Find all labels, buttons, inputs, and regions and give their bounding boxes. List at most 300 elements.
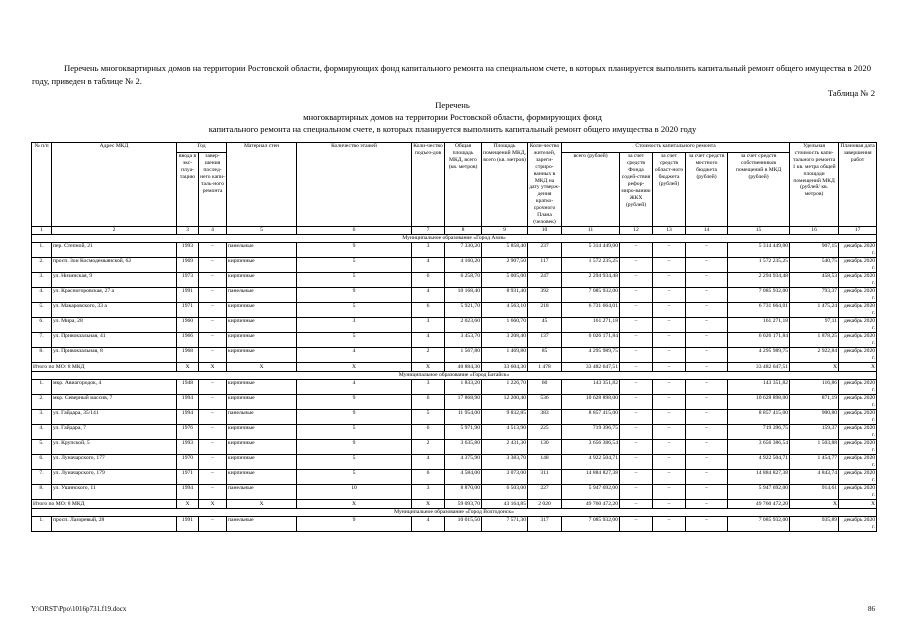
table-cell: 7 571,30 bbox=[482, 516, 528, 531]
table-cell: 1 503,88 bbox=[790, 439, 839, 454]
table-cell: 1968 bbox=[177, 347, 199, 362]
table-cell: 247 bbox=[528, 272, 562, 287]
table-cell: 1993 bbox=[177, 242, 199, 257]
table-cell: ул. Гайдара, 35/141 bbox=[52, 409, 177, 424]
table-cell: – bbox=[620, 439, 653, 454]
table-cell: 1 226,70 bbox=[482, 379, 528, 394]
table-cell: – bbox=[620, 424, 653, 439]
table-row bbox=[32, 302, 877, 317]
table-row bbox=[32, 317, 877, 332]
table-cell: – bbox=[686, 379, 728, 394]
page-number: 86 bbox=[868, 605, 875, 613]
table-cell: мкр. Северный массив, 7 bbox=[52, 394, 177, 409]
table-cell: 7 085 932,00 bbox=[728, 287, 790, 302]
table-cell: – bbox=[199, 287, 227, 302]
table-cell: 4 922 504,71 bbox=[728, 454, 790, 469]
table-cell: кирпичные bbox=[227, 272, 297, 287]
table-cell: 10 015,50 bbox=[445, 516, 482, 531]
table-cell: кирпичные bbox=[227, 347, 297, 362]
table-cell: 3 656 386,54 bbox=[728, 439, 790, 454]
table-cell: – bbox=[653, 409, 686, 424]
total-cell: 2 020 bbox=[528, 499, 562, 508]
total-cell: – bbox=[620, 362, 653, 371]
column-number-cell: 9 bbox=[482, 226, 528, 234]
table-cell: 5 005,00 bbox=[482, 272, 528, 287]
table-cell: 1 567,80 bbox=[445, 347, 482, 362]
header-floors: Количество этажей bbox=[297, 143, 412, 227]
table-cell: ул. Красногоровская, 27 а bbox=[52, 287, 177, 302]
table-cell: 1. bbox=[32, 379, 52, 394]
total-cell: X bbox=[199, 499, 227, 508]
table-cell: 1976 bbox=[177, 424, 199, 439]
header-wall-material: Материал стен bbox=[227, 143, 297, 227]
table-cell: 1 475,24 bbox=[790, 302, 839, 317]
table-cell: 5 bbox=[297, 424, 412, 439]
table-cell: декабрь 2020 г. bbox=[839, 439, 877, 454]
table-cell: 7. bbox=[32, 332, 52, 347]
table-cell: 7 085 932,00 bbox=[562, 516, 620, 531]
table-cell: – bbox=[620, 454, 653, 469]
table-cell: – bbox=[686, 317, 728, 332]
table-cell: – bbox=[686, 424, 728, 439]
table-cell: 4 843,74 bbox=[790, 469, 839, 484]
table-cell: – bbox=[653, 516, 686, 531]
table-cell: 11 954,00 bbox=[445, 409, 482, 424]
table-cell: 9 832,85 bbox=[482, 409, 528, 424]
total-cell: 43 164,85 bbox=[482, 499, 528, 508]
table-cell: 3. bbox=[32, 409, 52, 424]
table-cell: 6 026 171,84 bbox=[562, 332, 620, 347]
table-cell: панельные bbox=[227, 516, 297, 531]
table-cell: 9 bbox=[297, 439, 412, 454]
total-cell: X bbox=[790, 499, 839, 508]
table-cell: 2 922,84 bbox=[790, 347, 839, 362]
table-cell: 1 572 235,25 bbox=[562, 257, 620, 272]
table-cell: 3 bbox=[412, 317, 445, 332]
table-cell: декабрь 2020 г. bbox=[839, 317, 877, 332]
total-cell: – bbox=[653, 362, 686, 371]
total-cell: X bbox=[199, 362, 227, 371]
table-cell: 143 351,82 bbox=[728, 379, 790, 394]
table-cell: 7 085 932,00 bbox=[562, 287, 620, 302]
caption-line-2: многоквартирных домов на территории Ростовской области, формирующих фонд bbox=[303, 112, 602, 122]
table-cell: 3 bbox=[412, 379, 445, 394]
table-cell: 6 bbox=[412, 469, 445, 484]
total-cell: – bbox=[686, 362, 728, 371]
table-cell: 2. bbox=[32, 257, 52, 272]
table-cell: – bbox=[199, 272, 227, 287]
section-title: Муниципальное образование «Город Батайск» bbox=[32, 371, 877, 379]
header-entrances: Коли-чество подъез-дов bbox=[412, 143, 445, 227]
table-cell: – bbox=[199, 469, 227, 484]
table-cell: ул. Низинская, 9 bbox=[52, 272, 177, 287]
table-cell: – bbox=[620, 302, 653, 317]
table-cell: 1994 bbox=[177, 484, 199, 499]
column-number-cell: 17 bbox=[839, 226, 877, 234]
table-cell: 1973 bbox=[177, 272, 199, 287]
table-cell: – bbox=[653, 424, 686, 439]
table-cell: 161 271,18 bbox=[562, 317, 620, 332]
table-cell: 2 bbox=[412, 347, 445, 362]
caption-line-3: капитального ремонта на специальном счете, в которых планируется выполнить капитальный ремонт общего имущества в 2020 году bbox=[208, 124, 697, 134]
table-cell: 935,89 bbox=[790, 516, 839, 531]
total-cell: X bbox=[297, 362, 412, 371]
table-cell: ул. Привокзальная, 8 bbox=[52, 347, 177, 362]
table-cell: 6. bbox=[32, 317, 52, 332]
column-number-cell: 7 bbox=[412, 226, 445, 234]
table-cell: 4 bbox=[412, 332, 445, 347]
total-cell: X bbox=[412, 499, 445, 508]
table-cell: – bbox=[686, 439, 728, 454]
caption-line-1: Перечень bbox=[435, 100, 470, 110]
table-cell: 900,80 bbox=[790, 409, 839, 424]
table-cell: ул. Макаровского, 33 а bbox=[52, 302, 177, 317]
table-cell: 6 258,70 bbox=[445, 272, 482, 287]
table-cell: 1 833,20 bbox=[445, 379, 482, 394]
table-cell: 3 bbox=[412, 484, 445, 499]
table-cell: 9 bbox=[297, 394, 412, 409]
column-number-cell: 8 bbox=[445, 226, 482, 234]
table-cell: – bbox=[199, 439, 227, 454]
table-cell: 225 bbox=[528, 424, 562, 439]
table-cell: 4 513,90 bbox=[482, 424, 528, 439]
table-cell: 1969 bbox=[177, 257, 199, 272]
section-row bbox=[32, 508, 877, 516]
intro-paragraph: Перечень многоквартирных домов на территории Ростовской области, формирующих фонд капитального ремонта на специальном счете, в которых планируется выполнить капитальный ремонт общего имущества в 2020 году, приведен в таблице № 2. bbox=[32, 63, 871, 86]
table-cell: ул. Ушинского, 11 bbox=[52, 484, 177, 499]
table-cell: 1993 bbox=[177, 439, 199, 454]
table-cell: 85 bbox=[528, 347, 562, 362]
total-cell: 33 482 647,51 bbox=[562, 362, 620, 371]
total-cell: – bbox=[620, 499, 653, 508]
header-total-area: Общая площадь МКД, всего (кв. метров) bbox=[445, 143, 482, 227]
table-row bbox=[32, 287, 877, 302]
table-cell: 2 294 934,48 bbox=[562, 272, 620, 287]
header-year-repair: завер-шения послед-него капи-таль-ного ремонта bbox=[199, 153, 227, 227]
table-cell: декабрь 2020 г. bbox=[839, 347, 877, 362]
total-cell: 49 760 472,20 bbox=[728, 499, 790, 508]
table-cell: – bbox=[620, 516, 653, 531]
table-cell: 116,86 bbox=[790, 379, 839, 394]
column-numbers-row bbox=[32, 226, 877, 234]
table-cell: – bbox=[199, 516, 227, 531]
table-cell: – bbox=[620, 242, 653, 257]
header-cost-group: Стоимость капитального ремонта bbox=[562, 143, 790, 153]
table-cell: – bbox=[653, 302, 686, 317]
table-cell: – bbox=[199, 347, 227, 362]
table-cell: 3 656 386,54 bbox=[562, 439, 620, 454]
table-cell: декабрь 2020 г. bbox=[839, 409, 877, 424]
table-cell: 227 bbox=[528, 484, 562, 499]
table-cell: – bbox=[686, 394, 728, 409]
column-number-cell: 4 bbox=[199, 226, 227, 234]
table-cell: панельные bbox=[227, 242, 297, 257]
section-title: Муниципальное образование «Город Азов» bbox=[32, 234, 877, 242]
table-cell: 8. bbox=[32, 484, 52, 499]
table-cell: 60 bbox=[528, 379, 562, 394]
header-year-group: Год bbox=[177, 143, 227, 153]
table-cell: 10 168,40 bbox=[445, 287, 482, 302]
table-cell: 4 295 989,75 bbox=[728, 347, 790, 362]
table-cell: 9 bbox=[297, 287, 412, 302]
total-cell: X bbox=[839, 499, 877, 508]
total-cell: X bbox=[177, 499, 199, 508]
table-cell: 317 bbox=[528, 516, 562, 531]
table-cell: 6 731 664,01 bbox=[562, 302, 620, 317]
table-cell: 719 396,75 bbox=[562, 424, 620, 439]
table-row bbox=[32, 516, 877, 531]
table-cell: – bbox=[686, 409, 728, 424]
table-cell: 4 bbox=[412, 516, 445, 531]
total-cell: – bbox=[653, 499, 686, 508]
table-cell: 5 947 692,00 bbox=[728, 484, 790, 499]
table-cell: – bbox=[686, 272, 728, 287]
table-cell: 3 635,80 bbox=[445, 439, 482, 454]
table-cell: 45 bbox=[528, 317, 562, 332]
table-cell: 536 bbox=[528, 394, 562, 409]
table-cell: 5 947 692,00 bbox=[562, 484, 620, 499]
table-cell: 5 bbox=[297, 302, 412, 317]
table-cell: 5. bbox=[32, 302, 52, 317]
table-cell: – bbox=[620, 332, 653, 347]
table-cell: 1971 bbox=[177, 302, 199, 317]
table-cell: ул. Крупской, 5 bbox=[52, 439, 177, 454]
table-cell: 4 584,00 bbox=[445, 469, 482, 484]
header-unit-cost: Удельная стоимость капи-тального ремонта 1 кв. метра общей площади помещений МКД (рублей/ кв. метров) bbox=[790, 143, 839, 227]
header-cost-owners: за счет средств собственников помещений в МКД (рублей) bbox=[728, 153, 790, 227]
table-cell: 793,37 bbox=[790, 287, 839, 302]
table-cell: 4 375,90 bbox=[445, 454, 482, 469]
table-cell: 1948 bbox=[177, 379, 199, 394]
header-cost-fund: за счет средств Фонда содей-ствия рефор-миро-ванию ЖКХ (рублей) bbox=[620, 153, 653, 227]
table-cell: 5 bbox=[297, 454, 412, 469]
table-cell: 237 bbox=[528, 242, 562, 257]
table-cell: кирпичные bbox=[227, 257, 297, 272]
table-cell: 2 294 934,48 bbox=[728, 272, 790, 287]
table-cell: 7 085 932,00 bbox=[728, 516, 790, 531]
table-cell: – bbox=[199, 302, 227, 317]
table-cell: 1 878,25 bbox=[790, 332, 839, 347]
table-cell: мкр. Авиагородок, 4 bbox=[52, 379, 177, 394]
table-cell: декабрь 2020 г. bbox=[839, 272, 877, 287]
table-cell: 4. bbox=[32, 424, 52, 439]
table-cell: – bbox=[199, 317, 227, 332]
table-row bbox=[32, 469, 877, 484]
total-label: Итого по МО: 8 МКД bbox=[32, 362, 177, 371]
table-cell: 10 bbox=[297, 484, 412, 499]
table-cell: кирпичные bbox=[227, 454, 297, 469]
table-cell: – bbox=[620, 287, 653, 302]
table-cell: кирпичные bbox=[227, 469, 297, 484]
total-cell: 40 884,30 bbox=[445, 362, 482, 371]
table-cell: 1994 bbox=[177, 394, 199, 409]
table-cell: пер. Степной, 21 bbox=[52, 242, 177, 257]
table-cell: декабрь 2020 г. bbox=[839, 469, 877, 484]
table-cell: – bbox=[653, 332, 686, 347]
table-cell: 4 563,10 bbox=[482, 302, 528, 317]
table-cell: – bbox=[199, 454, 227, 469]
table-cell: 159,37 bbox=[790, 424, 839, 439]
table-cell: 1960 bbox=[177, 317, 199, 332]
table-cell: декабрь 2020 г. bbox=[839, 302, 877, 317]
table-cell: декабрь 2020 г. bbox=[839, 332, 877, 347]
table-cell: 1994 bbox=[177, 409, 199, 424]
table-cell: панельные bbox=[227, 287, 297, 302]
table-cell: 1. bbox=[32, 242, 52, 257]
table-cell: 311 bbox=[528, 469, 562, 484]
table-cell: – bbox=[653, 379, 686, 394]
table-cell: 10 628 898,00 bbox=[562, 394, 620, 409]
section-row bbox=[32, 234, 877, 242]
table-cell: 5 bbox=[297, 469, 412, 484]
column-number-cell: 10 bbox=[528, 226, 562, 234]
table-cell: 5 921,70 bbox=[445, 302, 482, 317]
table-cell: 4 bbox=[297, 379, 412, 394]
houses-table bbox=[31, 142, 877, 532]
table-cell: – bbox=[653, 317, 686, 332]
table-cell: панельные bbox=[227, 409, 297, 424]
table-cell: 8. bbox=[32, 347, 52, 362]
total-label: Итого по МО: 8 МКД bbox=[32, 499, 177, 508]
table-cell: – bbox=[686, 257, 728, 272]
total-cell: – bbox=[686, 499, 728, 508]
column-number-cell: 11 bbox=[562, 226, 620, 234]
table-cell: – bbox=[620, 347, 653, 362]
table-cell: 6 731 664,01 bbox=[728, 302, 790, 317]
footer-file-path: Y:\ORST\Ppo\1016p731.f19.docx bbox=[31, 605, 127, 613]
table-cell: – bbox=[653, 347, 686, 362]
table-cell: – bbox=[620, 379, 653, 394]
table-cell: кирпичные bbox=[227, 302, 297, 317]
column-number-cell: 5 bbox=[227, 226, 297, 234]
table-cell: 2 bbox=[412, 439, 445, 454]
column-number-cell: 1 bbox=[32, 226, 52, 234]
table-cell: – bbox=[199, 409, 227, 424]
table-row bbox=[32, 257, 877, 272]
table-cell: 143 351,82 bbox=[562, 379, 620, 394]
table-cell: 6 bbox=[412, 272, 445, 287]
table-cell: 2. bbox=[32, 394, 52, 409]
table-cell: – bbox=[620, 257, 653, 272]
header-cost-total: всего (рублей) bbox=[562, 153, 620, 227]
table-cell: 14 884 827,38 bbox=[562, 469, 620, 484]
column-number-cell: 13 bbox=[653, 226, 686, 234]
table-row bbox=[32, 454, 877, 469]
table-cell: – bbox=[686, 484, 728, 499]
table-cell: 2 023,60 bbox=[445, 317, 482, 332]
table-cell: 7 330,20 bbox=[445, 242, 482, 257]
section-row bbox=[32, 371, 877, 379]
table-cell: 97,11 bbox=[790, 317, 839, 332]
table-cell: 5 314 449,00 bbox=[728, 242, 790, 257]
table-cell: 3 bbox=[412, 242, 445, 257]
table-cell: 3 bbox=[297, 317, 412, 332]
table-row bbox=[32, 332, 877, 347]
column-number-cell: 16 bbox=[790, 226, 839, 234]
table-cell: 148 bbox=[528, 454, 562, 469]
table-cell: 719 396,75 bbox=[728, 424, 790, 439]
table-cell: 1 469,80 bbox=[482, 347, 528, 362]
table-cell: – bbox=[199, 332, 227, 347]
table-cell: – bbox=[620, 484, 653, 499]
total-cell: X bbox=[839, 362, 877, 371]
table-cell: – bbox=[620, 272, 653, 287]
table-cell: 6 bbox=[412, 394, 445, 409]
table-cell: 9 bbox=[297, 409, 412, 424]
table-cell: панельные bbox=[227, 484, 297, 499]
total-cell: 33 604,30 bbox=[482, 362, 528, 371]
table-cell: декабрь 2020 г. bbox=[839, 242, 877, 257]
table-cell: – bbox=[686, 302, 728, 317]
table-cell: 1971 bbox=[177, 469, 199, 484]
table-cell: – bbox=[653, 439, 686, 454]
header-address: Адрес МКД bbox=[52, 143, 177, 227]
table-cell: – bbox=[620, 409, 653, 424]
table-cell: кирпичные bbox=[227, 317, 297, 332]
total-row bbox=[32, 362, 877, 371]
table-cell: 5 bbox=[297, 332, 412, 347]
table-cell: просп. Лазоревый, 28 bbox=[52, 516, 177, 531]
table-cell: 5 bbox=[297, 257, 412, 272]
table-cell: 1 660,70 bbox=[482, 317, 528, 332]
table-cell: 1966 bbox=[177, 332, 199, 347]
section-title: Муниципальное образование «Город Волгодонск» bbox=[32, 508, 877, 516]
table-cell: 5 bbox=[297, 272, 412, 287]
total-cell: X bbox=[412, 362, 445, 371]
table-cell: 914,61 bbox=[790, 484, 839, 499]
table-cell: 137 bbox=[528, 332, 562, 347]
table-row bbox=[32, 272, 877, 287]
table-body bbox=[32, 234, 877, 531]
table-cell: ул. Привокзальная, 41 bbox=[52, 332, 177, 347]
table-cell: 6. bbox=[32, 454, 52, 469]
total-cell: 59 093,70 bbox=[445, 499, 482, 508]
table-cell: 6 503,00 bbox=[482, 484, 528, 499]
table-cell: – bbox=[686, 516, 728, 531]
table-cell: 4 bbox=[412, 287, 445, 302]
table-cell: 8 857 415,00 bbox=[562, 409, 620, 424]
table-cell: – bbox=[686, 347, 728, 362]
table-cell: 10 628 898,00 bbox=[728, 394, 790, 409]
table-cell: 6 bbox=[412, 302, 445, 317]
column-number-cell: 12 bbox=[620, 226, 653, 234]
table-row bbox=[32, 439, 877, 454]
total-cell: 1 478 bbox=[528, 362, 562, 371]
table-cell: 5. bbox=[32, 439, 52, 454]
table-cell: – bbox=[653, 287, 686, 302]
total-cell: X bbox=[297, 499, 412, 508]
table-cell: – bbox=[686, 454, 728, 469]
table-cell: кирпичные bbox=[227, 379, 297, 394]
total-cell: 33 482 647,51 bbox=[728, 362, 790, 371]
table-cell: 4 bbox=[412, 454, 445, 469]
table-cell: 6 026 171,84 bbox=[728, 332, 790, 347]
column-number-cell: 14 bbox=[686, 226, 728, 234]
table-cell: декабрь 2020 г. bbox=[839, 424, 877, 439]
table-cell: ул. Луначарского, 177 bbox=[52, 454, 177, 469]
table-cell: – bbox=[620, 469, 653, 484]
column-number-cell: 2 bbox=[52, 226, 177, 234]
column-number-cell: 15 bbox=[728, 226, 790, 234]
table-cell: – bbox=[686, 287, 728, 302]
table-cell: 4 160,20 bbox=[445, 257, 482, 272]
header-planned-date: Плановая дата завершения работ bbox=[839, 143, 877, 227]
table-cell: 392 bbox=[528, 287, 562, 302]
table-cell: 5 314 449,00 bbox=[562, 242, 620, 257]
header-num: № п/п bbox=[32, 143, 52, 227]
table-row bbox=[32, 484, 877, 499]
table-cell: ул. Мира, 28 bbox=[52, 317, 177, 332]
